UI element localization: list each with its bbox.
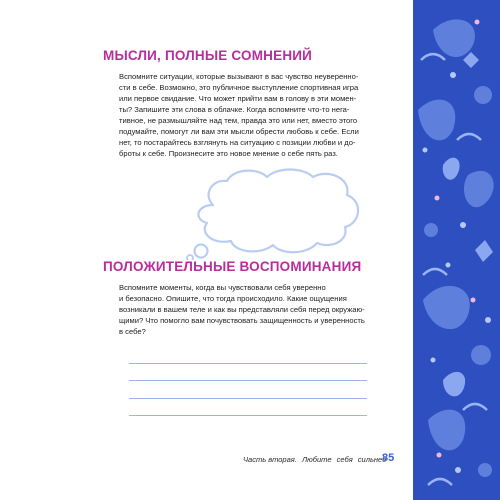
writing-line[interactable]	[129, 346, 367, 364]
paragraph-line: Вспомните моменты, когда вы чувствовали себя уверенно	[119, 283, 326, 292]
section-title-doubts: МЫСЛИ, ПОЛНЫЕ СОМНЕНИЙ	[103, 48, 313, 63]
running-footer	[243, 455, 389, 464]
writing-line[interactable]	[129, 364, 367, 382]
thought-cloud-icon[interactable]	[185, 165, 365, 260]
section-doubts-paragraph	[119, 71, 384, 159]
paragraph-line: возникали в вашем теле и как вы представляли себя перед окружаю-	[119, 305, 365, 314]
paragraph-line: подумайте, помогут ли вам эти мысли обрести любовь к себе. Если	[119, 127, 359, 136]
paragraph-line: ты? Запишите эти слова в облачке. Когда вспомните что-то нега-	[119, 105, 350, 114]
paragraph-line: тивное, не размышляйте над тем, правда это или нет, вместо этого	[119, 116, 358, 125]
footer-chapter-word: себя	[336, 455, 353, 464]
writing-lines[interactable]	[129, 346, 367, 416]
paragraph-line: в себе?	[119, 327, 146, 336]
paragraph-line: и безопасно. Опишите, что тогда происходило. Какие ощущения	[119, 294, 347, 303]
section-title-positive-memories: ПОЛОЖИТЕЛЬНЫЕ ВОСПОМИНАНИЯ	[103, 259, 362, 274]
footer-chapter-word: сильнее	[357, 455, 387, 464]
footer-chapter-word: Любите	[301, 455, 332, 464]
paragraph-line: сти в себе. Возможно, это публичное выступление спортивная игра	[119, 83, 359, 92]
paragraph-line: броты к себе. Произнесите это новое мнение о себе пять раз.	[119, 149, 338, 158]
paragraph-line: щими? Что помогло вам почувствовать защищенность и уверенность	[119, 316, 365, 325]
section-memories-paragraph	[119, 282, 384, 337]
writing-line[interactable]	[129, 381, 367, 399]
writing-line[interactable]	[129, 399, 367, 417]
paragraph-line: Вспомните ситуации, которые вызывают в вас чувство неуверенно-	[119, 72, 359, 81]
paragraph-line: или первое свидание. Что может прийти вам в голову в эти момен-	[119, 94, 357, 103]
decorative-pattern-band	[413, 0, 500, 500]
paragraph-line: нет, то постарайтесь взглянуть на ситуацию с позиции любви и до-	[119, 138, 356, 147]
page-number: 85	[382, 452, 395, 464]
footer-part: Часть вторая.	[243, 455, 297, 464]
